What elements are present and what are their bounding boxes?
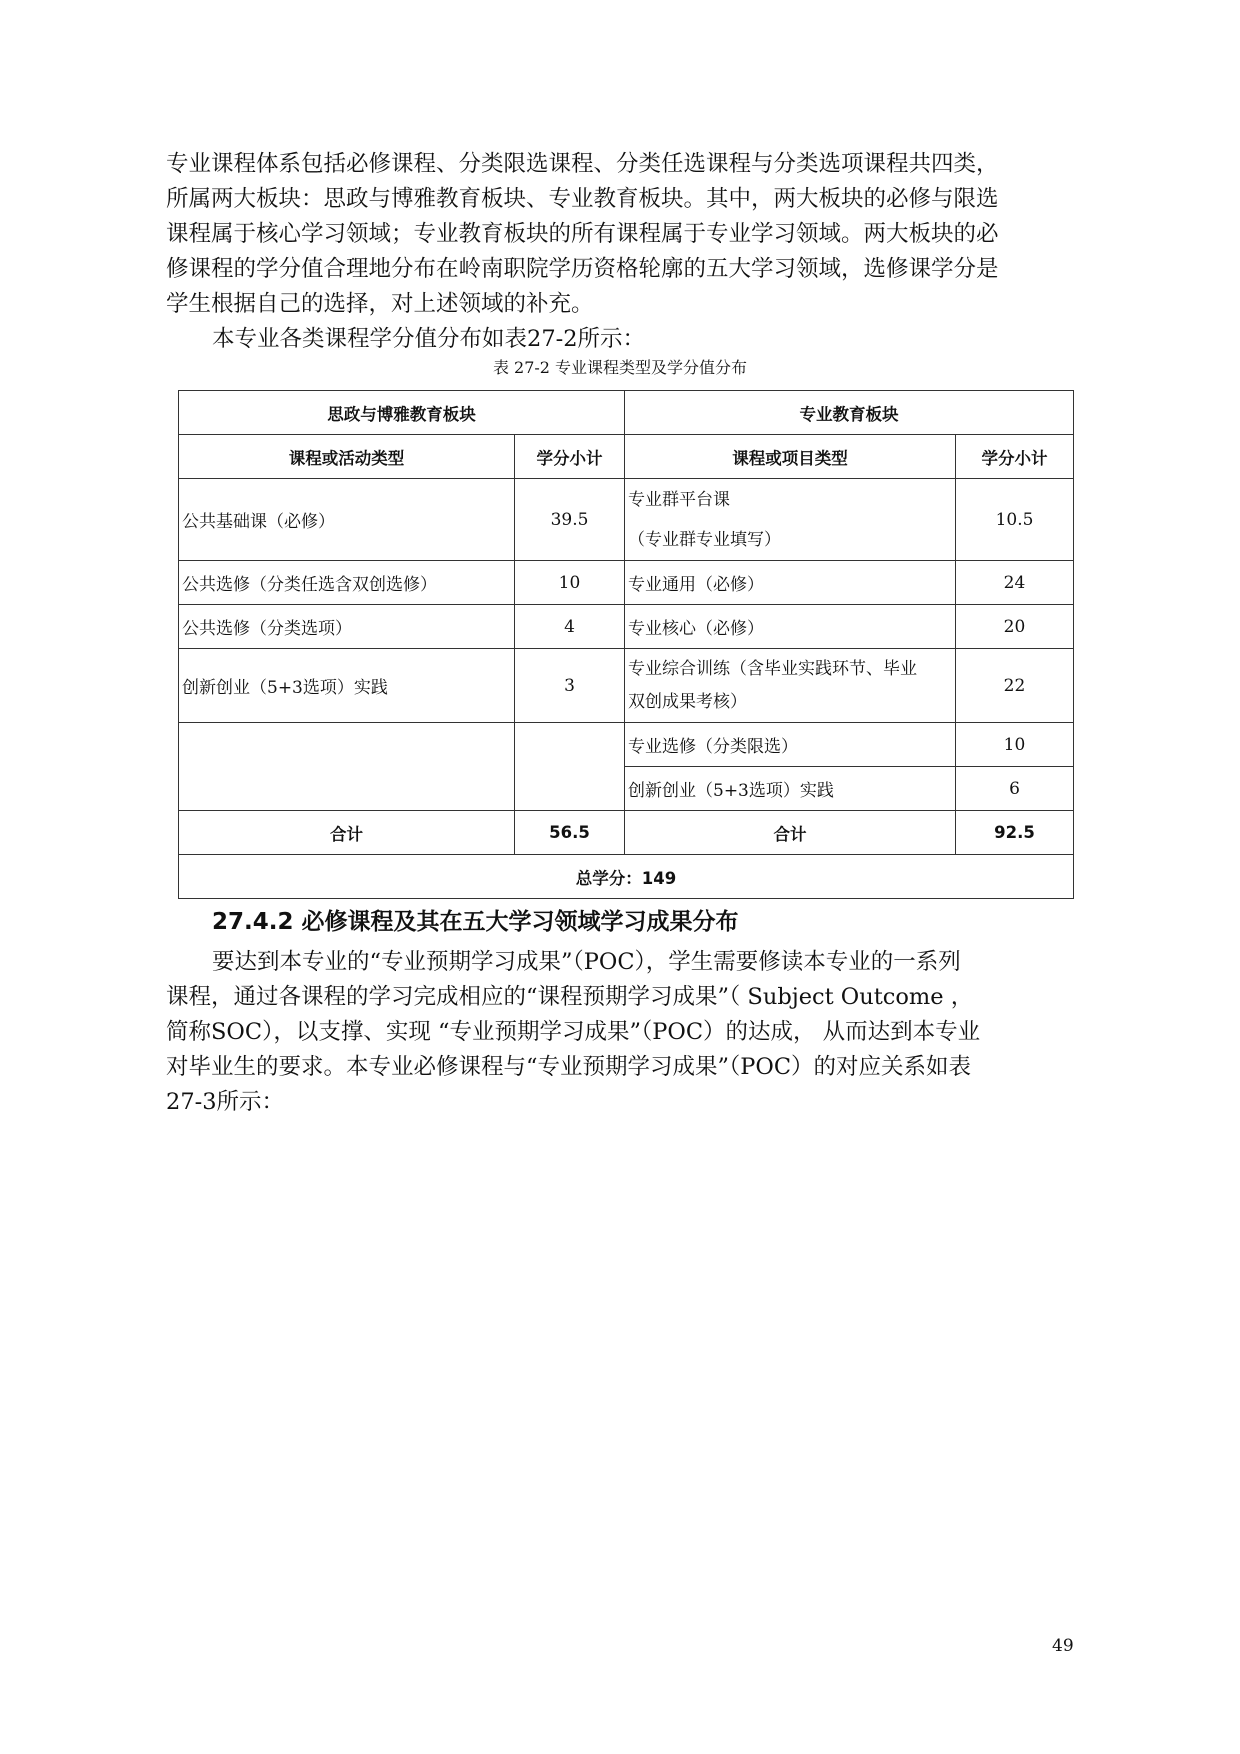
right-type-header: 课程或项目类型 [625, 435, 956, 479]
table-caption: 表 27-2 专业课程类型及学分值分布 [492, 358, 748, 377]
left-block-header: 思政与博雅教育板块 [179, 391, 625, 435]
right-type-line: 专业群平台课 [628, 489, 730, 510]
left-credits-cell: 3 [515, 649, 625, 723]
right-total-value: 92.5 [956, 811, 1074, 855]
right-type-cell: 创新创业（5+3选项）实践 [625, 767, 956, 811]
right-type-line: 双创成果考核） [628, 691, 747, 712]
grand-total: 总学分：149 [179, 855, 1074, 899]
left-total-value: 56.5 [515, 811, 625, 855]
table-row [179, 649, 1074, 723]
right-type-cell [625, 649, 956, 723]
left-credits-cell-empty [515, 723, 625, 811]
intro-line-2: 所属两大板块：思政与博雅教育板块、专业教育板块。其中，两大板块的必修与限选 [166, 186, 999, 212]
right-block-header: 专业教育板块 [625, 391, 1074, 435]
left-type-cell: 公共基础课（必修） [179, 479, 515, 561]
left-type-cell: 公共选修（分类选项） [179, 605, 515, 649]
intro-line-3: 课程属于核心学习领域；专业教育板块的所有课程属于专业学习领域。两大板块的必 [166, 221, 999, 247]
body-line-2: 课程，通过各课程的学习完成相应的“课程预期学习成果”（ Subject Outcome ， [166, 984, 974, 1010]
body-paragraph [166, 945, 1090, 1120]
table-grand-total-row [179, 855, 1074, 899]
right-type-line: （专业群专业填写） [628, 529, 781, 550]
right-credits-cell: 6 [956, 767, 1074, 811]
right-type-cell: 专业选修（分类限选） [625, 723, 956, 767]
right-credits-cell: 22 [956, 649, 1074, 723]
intro-paragraph [166, 147, 1090, 322]
left-type-cell: 创新创业（5+3选项）实践 [179, 649, 515, 723]
intro-line-1: 专业课程体系包括必修课程、分类限选课程、分类任选课程与分类选项课程共四类， [166, 151, 999, 177]
right-type-line: 专业综合训练（含毕业实践环节、毕业 [628, 658, 917, 679]
right-credits-cell: 10.5 [956, 479, 1074, 561]
table-row [179, 479, 1074, 561]
page-number: 49 [1052, 1636, 1074, 1656]
credits-table [178, 390, 1074, 899]
table-row [179, 561, 1074, 605]
left-credits-cell: 39.5 [515, 479, 625, 561]
intro-line-5: 学生根据自己的选择，对上述领域的补充。 [166, 291, 594, 317]
table-totals-row [179, 811, 1074, 855]
left-type-cell: 公共选修（分类任选含双创选修） [179, 561, 515, 605]
body-line-5: 27-3所示： [166, 1089, 285, 1115]
body-line-3: 简称SOC），以支撑、实现 “专业预期学习成果”（POC）的达成， 从而达到本专业 [166, 1019, 981, 1045]
right-credits-cell: 20 [956, 605, 1074, 649]
table-column-header-row [179, 435, 1074, 479]
intro-line-4: 修课程的学分值合理地分布在岭南职院学历资格轮廓的五大学习领域，选修课学分是 [166, 256, 999, 282]
table-block-header-row [179, 391, 1074, 435]
right-credits-cell: 24 [956, 561, 1074, 605]
body-line-4: 对毕业生的要求。本专业必修课程与“专业预期学习成果”（POC）的对应关系如表 [166, 1054, 972, 1080]
table-row [179, 723, 1074, 767]
left-total-label: 合计 [179, 811, 515, 855]
left-credits-cell: 10 [515, 561, 625, 605]
right-credits-header: 学分小计 [956, 435, 1074, 479]
left-credits-header: 学分小计 [515, 435, 625, 479]
right-credits-cell: 10 [956, 723, 1074, 767]
left-type-header: 课程或活动类型 [179, 435, 515, 479]
right-type-cell: 专业通用（必修） [625, 561, 956, 605]
right-total-label: 合计 [625, 811, 956, 855]
left-type-cell-empty [179, 723, 515, 811]
left-credits-cell: 4 [515, 605, 625, 649]
right-type-cell [625, 479, 956, 561]
body-line-1: 要达到本专业的“专业预期学习成果”（POC），学生需要修读本专业的一系列 [212, 949, 961, 975]
table-intro: 本专业各类课程学分值分布如表27-2所示： [212, 326, 646, 352]
section-heading: 27.4.2 必修课程及其在五大学习领域学习成果分布 [212, 909, 739, 935]
table-row [179, 605, 1074, 649]
right-type-cell: 专业核心（必修） [625, 605, 956, 649]
